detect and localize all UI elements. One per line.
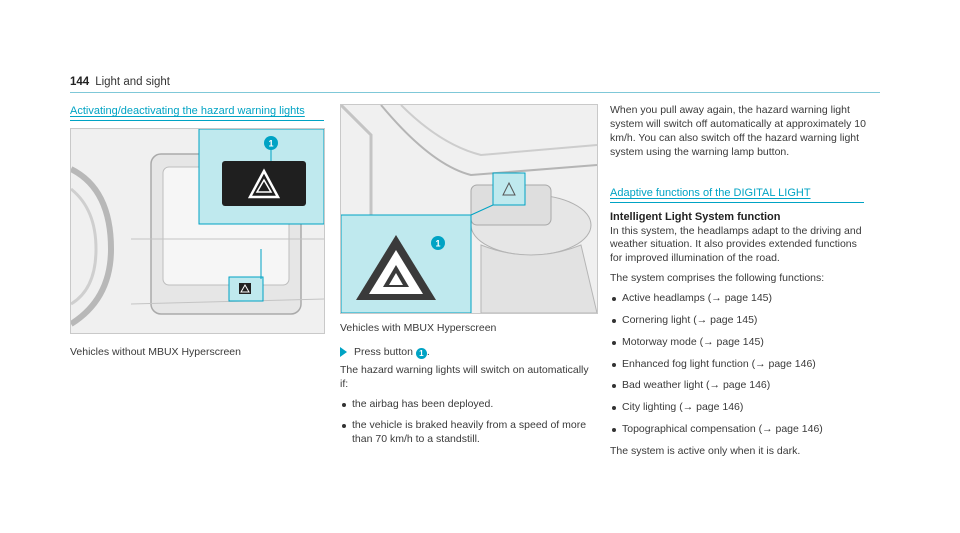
list-item: Cornering light (→ page 145): [610, 314, 868, 328]
col3-text: [610, 104, 868, 165]
list-item: Active headlamps (→ page 145): [610, 292, 868, 306]
figure-without-hyperscreen: [70, 128, 325, 334]
list-item: Motorway mode (→ page 145): [610, 336, 868, 350]
hazard-title-rule: [70, 120, 324, 121]
figure-with-hyperscreen: [340, 104, 598, 314]
figure-badge: 1: [435, 238, 441, 249]
page-number: 144: [70, 76, 90, 88]
caption-without-hyperscreen: Vehicles without MBUX Hyperscreen: [70, 346, 241, 358]
list-item: the airbag has been deployed.: [340, 398, 598, 412]
header-rule: [70, 92, 880, 93]
list-item: Enhanced fog light function (→ page 146): [610, 358, 868, 372]
step-arrow-icon: [340, 347, 347, 357]
functions-list: [610, 292, 868, 437]
step-text: [354, 346, 430, 360]
step-prefix: Press button: [354, 346, 413, 358]
page-header: [70, 75, 170, 90]
auto-intro: The hazard warning lights will switch on automatically if:: [340, 363, 589, 390]
switch-off-paragraph: When you pull away again, the hazard warning light system will switch off automatically at approximately 10 km/h. You can also switch off the hazard warning light system using the warning lamp button.: [610, 104, 866, 158]
list-item: Topographical compensation (→ page 146): [610, 423, 868, 437]
list-item: City lighting (→ page 146): [610, 401, 868, 415]
col2-text: [340, 340, 598, 455]
active-when-dark: The system is active only when it is dark.: [610, 444, 801, 457]
instruction-step: [314, 346, 598, 360]
list-item: Bad weather light (→ page 146): [610, 379, 868, 393]
functions-intro: The system comprises the following functions:: [610, 272, 825, 285]
list-item: the vehicle is braked heavily from a speed of more than 70 km/h to a standstill.: [340, 419, 598, 447]
console-illustration: [341, 105, 597, 313]
digital-light-rule: [610, 202, 864, 203]
step-suffix: .: [426, 346, 430, 358]
intelligent-light-paragraph: In this system, the headlamps adapt to the driving and weather situation. It also provides extended functions for improved illumination of the road.: [610, 224, 862, 265]
section-title: Light and sight: [95, 76, 170, 88]
figure-badge: 1: [268, 138, 274, 149]
dashboard-illustration: [71, 129, 324, 333]
auto-conditions-list: [340, 398, 598, 448]
col3-body: [610, 210, 868, 465]
intelligent-light-subhead: Intelligent Light System function: [610, 211, 781, 223]
caption-with-hyperscreen: Vehicles with MBUX Hyperscreen: [340, 322, 497, 334]
hazard-section-title: Activating/deactivating the hazard warning lights: [70, 105, 305, 117]
digital-light-title: Adaptive functions of the DIGITAL LIGHT: [610, 187, 811, 199]
button-badge: 1: [416, 348, 427, 359]
